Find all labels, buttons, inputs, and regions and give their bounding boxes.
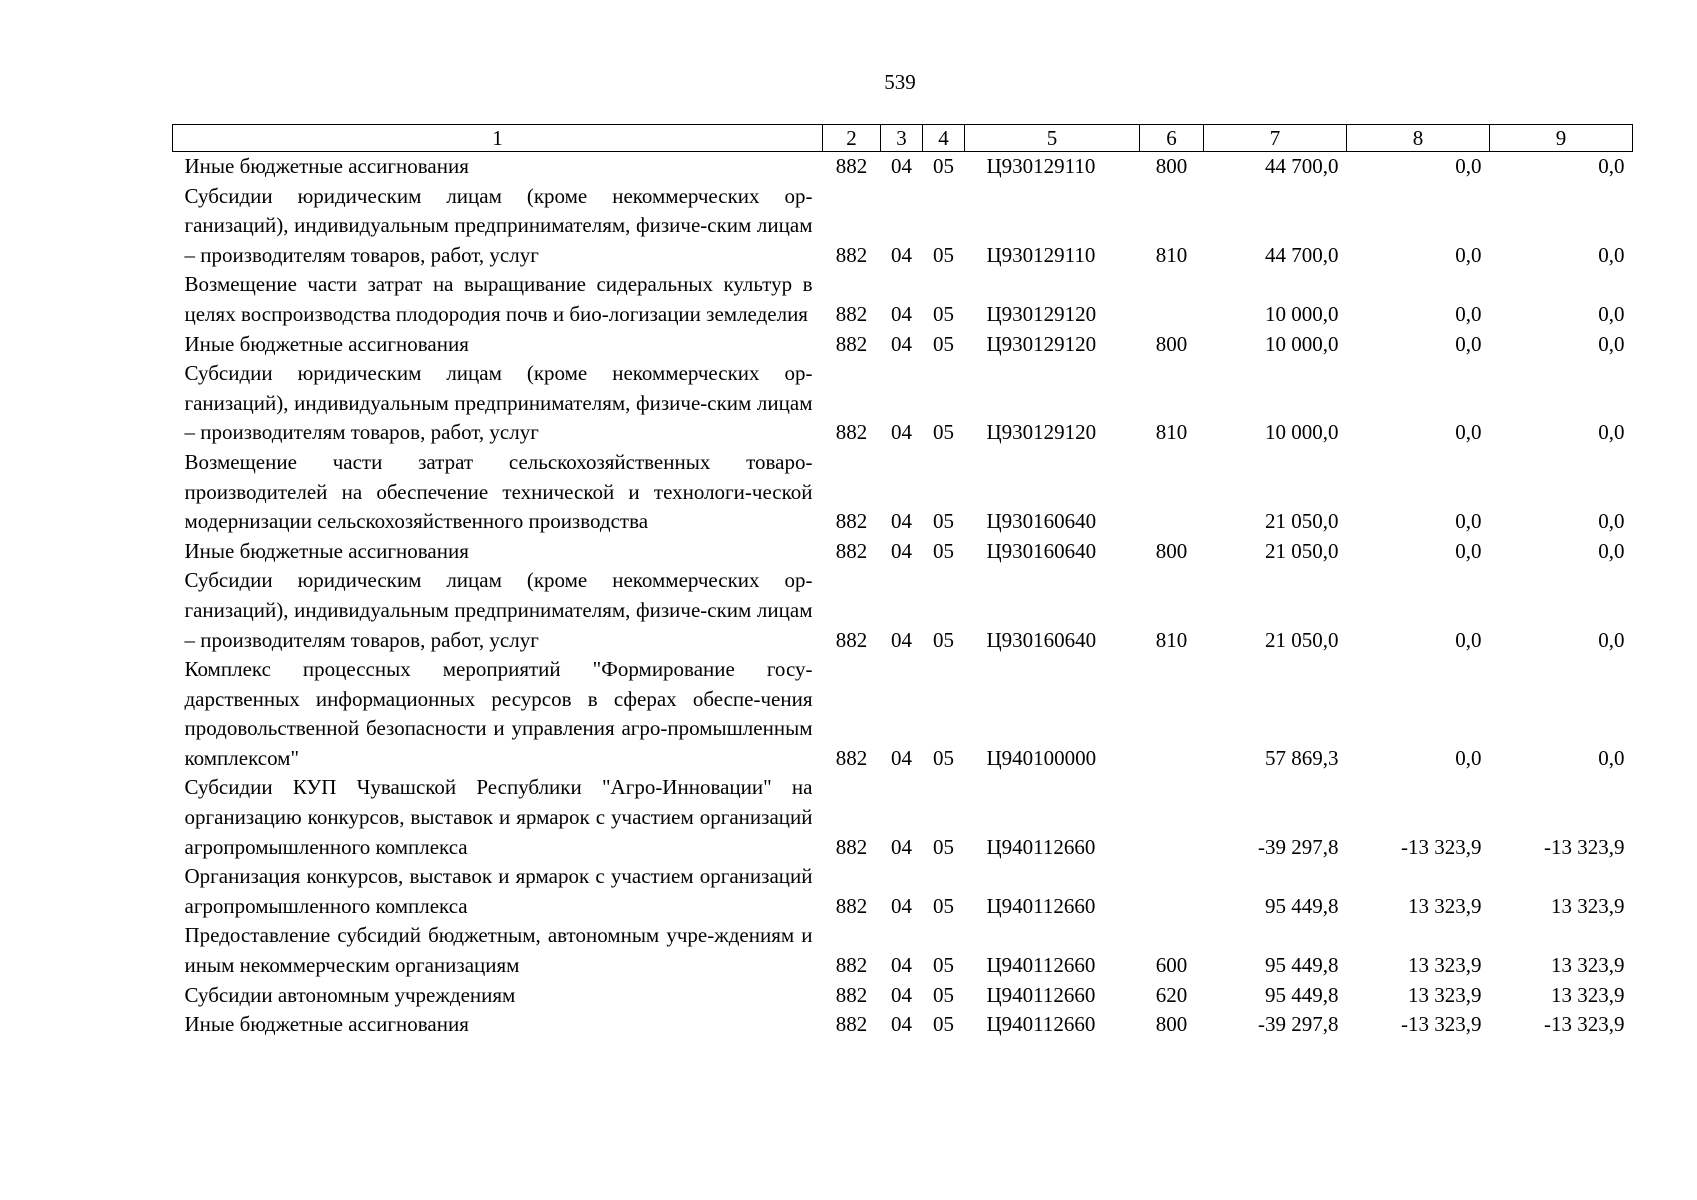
item-name: Иные бюджетные ассигнования	[184, 538, 469, 563]
expense-type-code: 810	[1155, 420, 1188, 445]
expense-type-code: 800	[1155, 1012, 1188, 1037]
section-code: 04	[891, 893, 912, 918]
amount-col-8: 13 323,9	[1408, 893, 1482, 918]
ministry-code: 882	[835, 982, 868, 1007]
amount-col-8: 0,0	[1455, 301, 1482, 326]
expense-type-code	[1140, 655, 1204, 773]
target-article-code: Ц940112660	[986, 834, 1096, 859]
item-name: Предоставление субсидий бюджетным, автономным учре-ждениям и иным некоммерческим организациям	[184, 923, 813, 978]
header-col-3: 3	[881, 125, 923, 152]
subsection-code: 05	[933, 745, 954, 770]
item-name: Субсидии автономным учреждениям	[184, 982, 516, 1007]
target-article-code: Ц930129120	[986, 301, 1097, 326]
target-article-code: Ц930129120	[986, 331, 1097, 356]
header-col-9: 9	[1490, 125, 1633, 152]
ministry-code: 882	[835, 420, 868, 445]
expense-type-code: 810	[1155, 627, 1188, 652]
subsection-code: 05	[933, 627, 954, 652]
item-name: Субсидии юридическим лицам (кроме некоммерческих ор-ганизаций), индивидуальным предпринимателям, физиче-ским лицам – производителям товаров, работ, услуг	[184, 183, 813, 267]
ministry-code: 882	[835, 893, 868, 918]
amount-col-7: 21 050,0	[1265, 538, 1339, 563]
item-name: Иные бюджетные ассигнования	[184, 331, 469, 356]
amount-col-9: 13 323,9	[1551, 953, 1625, 978]
amount-col-8: 0,0	[1455, 154, 1482, 178]
item-name: Субсидии юридическим лицам (кроме некоммерческих ор-ганизаций), индивидуальным предпринимателям, физиче-ским лицам – производителям товаров, работ, услуг	[184, 361, 813, 445]
amount-col-7: 95 449,8	[1265, 982, 1339, 1007]
target-article-code: Ц930129110	[986, 242, 1096, 267]
table-row	[173, 1010, 1633, 1040]
subsection-code: 05	[933, 1012, 954, 1037]
target-article-code: Ц940112660	[986, 953, 1096, 978]
amount-col-8: 13 323,9	[1408, 953, 1482, 978]
expense-type-code: 620	[1155, 982, 1188, 1007]
amount-col-7: 95 449,8	[1265, 953, 1339, 978]
amount-col-9: 13 323,9	[1551, 982, 1625, 1007]
amount-col-7: 21 050,0	[1265, 509, 1339, 534]
budget-allocation-table	[172, 124, 1633, 1040]
section-code: 04	[891, 242, 912, 267]
amount-col-7: 10 000,0	[1265, 420, 1339, 445]
amount-col-8: 0,0	[1455, 420, 1482, 445]
target-article-code: Ц930160640	[986, 538, 1097, 563]
ministry-code: 882	[835, 953, 868, 978]
item-name: Иные бюджетные ассигнования	[184, 154, 469, 178]
section-code: 04	[891, 331, 912, 356]
target-article-code: Ц940112660	[986, 893, 1096, 918]
ministry-code: 882	[835, 509, 868, 534]
header-col-2: 2	[823, 125, 881, 152]
amount-col-8: -13 323,9	[1401, 1012, 1482, 1037]
amount-col-9: -13 323,9	[1544, 834, 1625, 859]
expense-type-code	[1140, 448, 1204, 537]
table-row	[173, 655, 1633, 773]
table-row	[173, 152, 1633, 182]
table-row	[173, 182, 1633, 271]
ministry-code: 882	[835, 745, 868, 770]
table-row	[173, 566, 1633, 655]
table-body	[173, 152, 1633, 1040]
amount-col-9: 0,0	[1598, 509, 1625, 534]
expense-type-code: 800	[1155, 538, 1188, 563]
table-row	[173, 773, 1633, 862]
target-article-code: Ц930129120	[986, 420, 1097, 445]
header-col-5: 5	[965, 125, 1140, 152]
target-article-code: Ц930160640	[986, 627, 1097, 652]
amount-col-7: 95 449,8	[1265, 893, 1339, 918]
table-row	[173, 448, 1633, 537]
amount-col-7: 21 050,0	[1265, 627, 1339, 652]
amount-col-7: 44 700,0	[1265, 242, 1339, 267]
header-col-4: 4	[923, 125, 965, 152]
table-row	[173, 537, 1633, 567]
section-code: 04	[891, 509, 912, 534]
section-code: 04	[891, 154, 912, 178]
ministry-code: 882	[835, 1012, 868, 1037]
ministry-code: 882	[835, 834, 868, 859]
header-row	[173, 125, 1633, 152]
item-name: Возмещение части затрат сельскохозяйственных товаро-производителей на обеспечение технической и технологи-ческой модернизации сельскохозяйственного производства	[184, 449, 813, 534]
amount-col-8: 0,0	[1455, 331, 1482, 356]
amount-col-8: 13 323,9	[1408, 982, 1482, 1007]
table-row	[173, 270, 1633, 329]
expense-type-code	[1140, 270, 1204, 329]
ministry-code: 882	[835, 301, 868, 326]
item-name: Организация конкурсов, выставок и ярмарок с участием организаций агропромышленного комплекса	[184, 864, 813, 918]
table-row	[173, 981, 1633, 1011]
amount-col-7: 44 700,0	[1265, 154, 1339, 178]
amount-col-8: 0,0	[1455, 627, 1482, 652]
ministry-code: 882	[835, 538, 868, 563]
expense-type-code: 810	[1155, 242, 1188, 267]
amount-col-8: -13 323,9	[1401, 834, 1482, 859]
ministry-code: 882	[835, 627, 868, 652]
header-col-6: 6	[1140, 125, 1204, 152]
item-name: Возмещение части затрат на выращивание сидеральных культур в целях воспроизводства плодородия почв и био-логизации земледелия	[184, 272, 813, 326]
section-code: 04	[891, 1012, 912, 1037]
ministry-code: 882	[835, 331, 868, 356]
amount-col-8: 0,0	[1455, 538, 1482, 563]
section-code: 04	[891, 953, 912, 978]
amount-col-9: -13 323,9	[1544, 1012, 1625, 1037]
target-article-code: Ц940100000	[986, 745, 1097, 770]
item-name: Субсидии юридическим лицам (кроме некоммерческих ор-ганизаций), индивидуальным предпринимателям, физиче-ским лицам – производителям товаров, работ, услуг	[184, 568, 813, 652]
target-article-code: Ц930129110	[986, 154, 1096, 178]
subsection-code: 05	[933, 538, 954, 563]
amount-col-7: 10 000,0	[1265, 301, 1339, 326]
amount-col-9: 0,0	[1598, 745, 1625, 770]
target-article-code: Ц930160640	[986, 509, 1097, 534]
subsection-code: 05	[933, 953, 954, 978]
expense-type-code: 800	[1155, 331, 1188, 356]
subsection-code: 05	[933, 301, 954, 326]
target-article-code: Ц940112660	[986, 982, 1096, 1007]
table-row	[173, 330, 1633, 360]
subsection-code: 05	[933, 893, 954, 918]
amount-col-9: 0,0	[1598, 627, 1625, 652]
subsection-code: 05	[933, 242, 954, 267]
amount-col-8: 0,0	[1455, 745, 1482, 770]
page-number: 539	[884, 70, 916, 94]
subsection-code: 05	[933, 154, 954, 178]
header-col-7: 7	[1204, 125, 1347, 152]
section-code: 04	[891, 420, 912, 445]
subsection-code: 05	[933, 982, 954, 1007]
amount-col-7: 10 000,0	[1265, 331, 1339, 356]
expense-type-code: 600	[1155, 953, 1188, 978]
table-row	[173, 359, 1633, 448]
item-name: Иные бюджетные ассигнования	[184, 1012, 469, 1037]
subsection-code: 05	[933, 509, 954, 534]
subsection-code: 05	[933, 420, 954, 445]
amount-col-9: 13 323,9	[1551, 893, 1625, 918]
header-col-8: 8	[1347, 125, 1490, 152]
section-code: 04	[891, 301, 912, 326]
amount-col-7: -39 297,8	[1258, 834, 1339, 859]
item-name: Комплекс процессных мероприятий "Формирование госу-дарственных информационных ресурсов в сферах обеспе-чения продовольственной безопасности и управления агро-промышленным комплексом"	[184, 657, 813, 770]
target-article-code: Ц940112660	[986, 1012, 1096, 1037]
section-code: 04	[891, 627, 912, 652]
amount-col-7: -39 297,8	[1258, 1012, 1339, 1037]
section-code: 04	[891, 745, 912, 770]
amount-col-8: 0,0	[1455, 509, 1482, 534]
section-code: 04	[891, 982, 912, 1007]
table-row	[173, 862, 1633, 921]
section-code: 04	[891, 834, 912, 859]
table-header	[173, 125, 1633, 152]
subsection-code: 05	[933, 834, 954, 859]
amount-col-9: 0,0	[1598, 301, 1625, 326]
expense-type-code	[1140, 862, 1204, 921]
amount-col-7: 57 869,3	[1265, 745, 1339, 770]
expense-type-code: 800	[1155, 154, 1188, 178]
amount-col-9: 0,0	[1598, 242, 1625, 267]
amount-col-8: 0,0	[1455, 242, 1482, 267]
item-name: Субсидии КУП Чувашской Республики "Агро-Инновации" на организацию конкурсов, выставок и ярмарок с участием организаций агропромышленного комплекса	[184, 775, 813, 859]
expense-type-code	[1140, 773, 1204, 862]
table-row	[173, 921, 1633, 980]
ministry-code: 882	[835, 242, 868, 267]
ministry-code: 882	[835, 154, 868, 178]
amount-col-9: 0,0	[1598, 331, 1625, 356]
amount-col-9: 0,0	[1598, 420, 1625, 445]
section-code: 04	[891, 538, 912, 563]
amount-col-9: 0,0	[1598, 538, 1625, 563]
subsection-code: 05	[933, 331, 954, 356]
header-col-1: 1	[173, 125, 823, 152]
amount-col-9: 0,0	[1598, 154, 1625, 178]
